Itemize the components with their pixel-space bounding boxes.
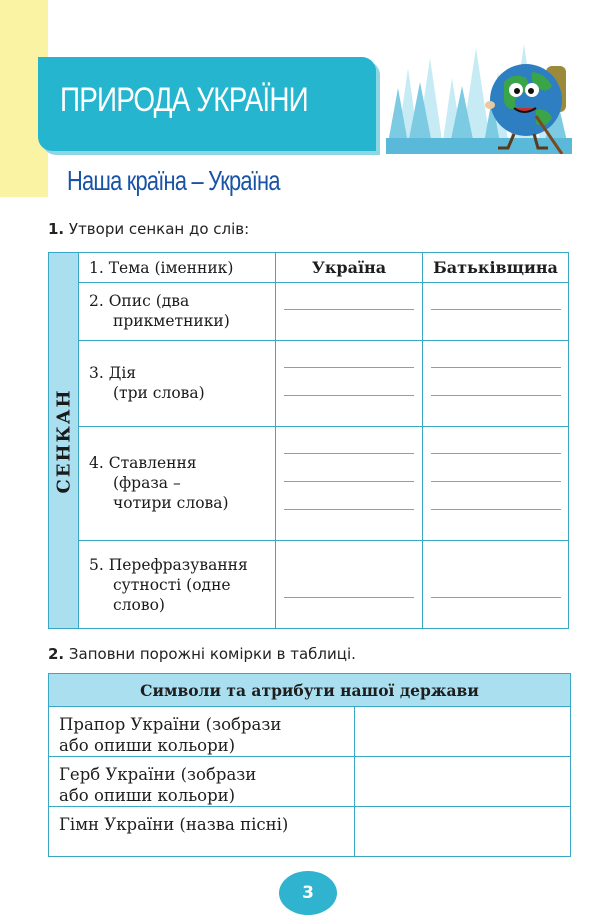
section-subtitle: Наша країна – Україна [67, 165, 280, 196]
title-banner [38, 57, 376, 151]
task-number: 2. [48, 645, 65, 663]
sinkan-side-label: СЕНКАН [53, 387, 74, 494]
answer-line[interactable] [431, 597, 561, 598]
anthem-row-label: Гімн України (назва пісні) [59, 815, 289, 834]
answer-line[interactable] [431, 509, 561, 510]
answer-line[interactable] [431, 481, 561, 482]
answer-line[interactable] [431, 453, 561, 454]
task-text: Утвори сенкан до слів: [68, 220, 250, 238]
answer-line[interactable] [431, 395, 561, 396]
answer-line[interactable] [431, 309, 561, 310]
column-header-motherland: Батьківщина [433, 258, 558, 277]
row-label-description: 2. Опис (два прикметники) [89, 292, 230, 330]
state-symbols-table [48, 673, 571, 857]
row-label-theme: 1. Тема (іменник) [89, 259, 234, 277]
row-label-attitude: 4. Ставлення (фраза – чотири слова) [89, 454, 229, 512]
answer-line[interactable] [431, 367, 561, 368]
flag-row-label: Прапор України (зобрази або опиши кольори) [59, 715, 282, 755]
task-text: Заповни порожні комірки в таблиці. [68, 645, 356, 663]
row-label-rephrase: 5. Перефразування сутності (одне слово) [89, 556, 248, 614]
sinkan-side-header [49, 253, 79, 628]
coat-of-arms-answer-cell[interactable] [355, 757, 570, 806]
column-header-ukraine: Україна [311, 258, 387, 277]
coat-of-arms-row-label: Герб України (зобрази або опиши кольори) [59, 765, 257, 805]
page-number: 3 [279, 871, 337, 915]
anthem-answer-cell[interactable] [355, 807, 570, 856]
task-2-instruction [48, 645, 356, 663]
sinkan-table [48, 252, 569, 629]
flag-answer-cell[interactable] [355, 708, 570, 756]
page-title: ПРИРОДА УКРАЇНИ [60, 81, 308, 119]
state-symbols-header: Символи та атрибути нашої держави [49, 674, 570, 707]
answer-line[interactable] [284, 395, 414, 396]
answer-line[interactable] [284, 367, 414, 368]
answer-line[interactable] [284, 509, 414, 510]
answer-line[interactable] [284, 309, 414, 310]
answer-line[interactable] [284, 597, 414, 598]
task-number: 1. [48, 220, 65, 238]
row-label-action: 3. Дія (три слова) [89, 364, 205, 402]
task-1-instruction [48, 220, 249, 238]
forest-globe-illustration [386, 38, 572, 154]
answer-line[interactable] [284, 481, 414, 482]
answer-line[interactable] [284, 453, 414, 454]
